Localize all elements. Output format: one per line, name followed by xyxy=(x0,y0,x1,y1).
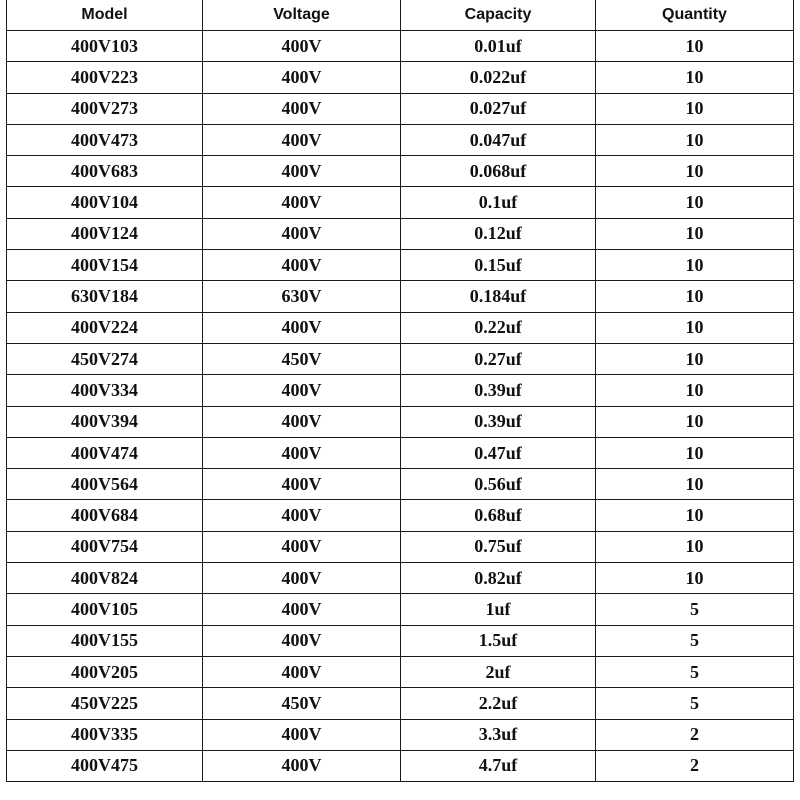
cell-capacity: 1.5uf xyxy=(401,625,596,656)
header-quantity: Quantity xyxy=(596,0,794,31)
table-row xyxy=(7,343,794,374)
cell-model: 400V474 xyxy=(7,437,203,468)
table-row xyxy=(7,656,794,687)
cell-capacity: 0.39uf xyxy=(401,406,596,437)
cell-capacity: 0.39uf xyxy=(401,375,596,406)
table-row xyxy=(7,312,794,343)
cell-capacity: 0.56uf xyxy=(401,469,596,500)
cell-model: 400V103 xyxy=(7,31,203,62)
cell-voltage: 400V xyxy=(203,312,401,343)
cell-voltage: 450V xyxy=(203,343,401,374)
header-voltage: Voltage xyxy=(203,0,401,31)
cell-quantity: 10 xyxy=(596,31,794,62)
table-row xyxy=(7,406,794,437)
table-row xyxy=(7,156,794,187)
cell-quantity: 10 xyxy=(596,312,794,343)
cell-quantity: 2 xyxy=(596,750,794,781)
cell-voltage: 400V xyxy=(203,437,401,468)
cell-capacity: 0.027uf xyxy=(401,93,596,124)
cell-quantity: 10 xyxy=(596,437,794,468)
cell-model: 400V154 xyxy=(7,250,203,281)
table-row xyxy=(7,469,794,500)
cell-capacity: 0.15uf xyxy=(401,250,596,281)
table-row xyxy=(7,437,794,468)
table-row xyxy=(7,281,794,312)
cell-voltage: 400V xyxy=(203,124,401,155)
table-body xyxy=(7,31,794,782)
cell-capacity: 0.47uf xyxy=(401,437,596,468)
cell-model: 400V155 xyxy=(7,625,203,656)
cell-capacity: 0.068uf xyxy=(401,156,596,187)
cell-capacity: 4.7uf xyxy=(401,750,596,781)
cell-model: 400V205 xyxy=(7,656,203,687)
cell-voltage: 400V xyxy=(203,406,401,437)
cell-model: 630V184 xyxy=(7,281,203,312)
cell-quantity: 10 xyxy=(596,62,794,93)
cell-voltage: 400V xyxy=(203,656,401,687)
cell-quantity: 5 xyxy=(596,656,794,687)
table-row xyxy=(7,31,794,62)
table-row xyxy=(7,124,794,155)
cell-capacity: 1uf xyxy=(401,594,596,625)
cell-model: 450V225 xyxy=(7,688,203,719)
table-row xyxy=(7,750,794,781)
cell-capacity: 0.75uf xyxy=(401,531,596,562)
table-row xyxy=(7,93,794,124)
table-row xyxy=(7,218,794,249)
header-capacity: Capacity xyxy=(401,0,596,31)
cell-capacity: 2uf xyxy=(401,656,596,687)
cell-model: 400V334 xyxy=(7,375,203,406)
cell-quantity: 5 xyxy=(596,688,794,719)
cell-voltage: 400V xyxy=(203,187,401,218)
cell-quantity: 5 xyxy=(596,625,794,656)
cell-model: 400V124 xyxy=(7,218,203,249)
cell-model: 450V274 xyxy=(7,343,203,374)
cell-quantity: 10 xyxy=(596,406,794,437)
cell-voltage: 450V xyxy=(203,688,401,719)
cell-capacity: 2.2uf xyxy=(401,688,596,719)
cell-voltage: 400V xyxy=(203,625,401,656)
cell-capacity: 0.01uf xyxy=(401,31,596,62)
cell-quantity: 10 xyxy=(596,375,794,406)
table-row xyxy=(7,688,794,719)
cell-quantity: 10 xyxy=(596,281,794,312)
cell-capacity: 3.3uf xyxy=(401,719,596,750)
cell-quantity: 2 xyxy=(596,719,794,750)
cell-quantity: 10 xyxy=(596,500,794,531)
cell-capacity: 0.047uf xyxy=(401,124,596,155)
cell-voltage: 400V xyxy=(203,93,401,124)
table-row xyxy=(7,719,794,750)
cell-model: 400V335 xyxy=(7,719,203,750)
cell-voltage: 400V xyxy=(203,750,401,781)
cell-voltage: 400V xyxy=(203,563,401,594)
capacitor-spec-table xyxy=(6,0,794,782)
table-row xyxy=(7,250,794,281)
cell-model: 400V273 xyxy=(7,93,203,124)
cell-model: 400V754 xyxy=(7,531,203,562)
cell-voltage: 400V xyxy=(203,594,401,625)
cell-capacity: 0.1uf xyxy=(401,187,596,218)
table-row xyxy=(7,563,794,594)
cell-capacity: 0.12uf xyxy=(401,218,596,249)
cell-capacity: 0.82uf xyxy=(401,563,596,594)
cell-model: 400V475 xyxy=(7,750,203,781)
cell-voltage: 400V xyxy=(203,218,401,249)
cell-voltage: 630V xyxy=(203,281,401,312)
cell-quantity: 10 xyxy=(596,563,794,594)
table-row xyxy=(7,500,794,531)
table-header-row xyxy=(7,0,794,31)
cell-quantity: 10 xyxy=(596,343,794,374)
table-row xyxy=(7,594,794,625)
cell-capacity: 0.27uf xyxy=(401,343,596,374)
cell-model: 400V224 xyxy=(7,312,203,343)
cell-model: 400V394 xyxy=(7,406,203,437)
cell-capacity: 0.184uf xyxy=(401,281,596,312)
cell-quantity: 10 xyxy=(596,250,794,281)
cell-capacity: 0.68uf xyxy=(401,500,596,531)
cell-capacity: 0.22uf xyxy=(401,312,596,343)
table-row xyxy=(7,375,794,406)
cell-model: 400V683 xyxy=(7,156,203,187)
table-row xyxy=(7,62,794,93)
cell-voltage: 400V xyxy=(203,500,401,531)
cell-model: 400V684 xyxy=(7,500,203,531)
cell-quantity: 10 xyxy=(596,156,794,187)
cell-model: 400V473 xyxy=(7,124,203,155)
table-row xyxy=(7,625,794,656)
cell-quantity: 10 xyxy=(596,124,794,155)
cell-model: 400V105 xyxy=(7,594,203,625)
cell-voltage: 400V xyxy=(203,719,401,750)
cell-quantity: 10 xyxy=(596,187,794,218)
cell-quantity: 10 xyxy=(596,469,794,500)
cell-model: 400V223 xyxy=(7,62,203,93)
cell-voltage: 400V xyxy=(203,469,401,500)
cell-quantity: 10 xyxy=(596,531,794,562)
cell-voltage: 400V xyxy=(203,31,401,62)
cell-model: 400V104 xyxy=(7,187,203,218)
cell-model: 400V564 xyxy=(7,469,203,500)
table-row xyxy=(7,531,794,562)
cell-quantity: 10 xyxy=(596,93,794,124)
cell-voltage: 400V xyxy=(203,156,401,187)
cell-quantity: 5 xyxy=(596,594,794,625)
cell-voltage: 400V xyxy=(203,250,401,281)
cell-voltage: 400V xyxy=(203,375,401,406)
cell-capacity: 0.022uf xyxy=(401,62,596,93)
header-model: Model xyxy=(7,0,203,31)
cell-model: 400V824 xyxy=(7,563,203,594)
cell-quantity: 10 xyxy=(596,218,794,249)
cell-voltage: 400V xyxy=(203,531,401,562)
cell-voltage: 400V xyxy=(203,62,401,93)
table-row xyxy=(7,187,794,218)
